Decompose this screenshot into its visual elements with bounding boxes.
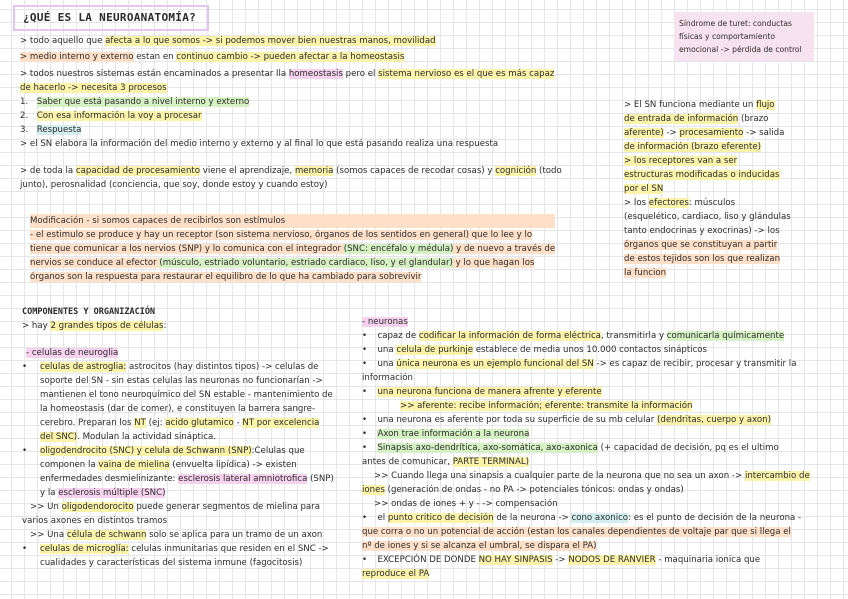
right-line: aferente) -> procesamiento -> salida [624, 128, 785, 138]
neuron-item-line: >> ondas de iones + y - -> compensación [374, 499, 558, 509]
glia-item: • oligodendrocito (SNC) y celula de Schwann (SNP):Celulas que [22, 446, 305, 456]
glia-item-line: cerebro. Preparan los NT (ej: acido glutamico - NT por excelencia [40, 418, 320, 428]
glia-item-line: mantienen el tono neuroquímico del SN estable - mantenimiento de [40, 390, 333, 400]
right-notes [624, 98, 791, 280]
mod-line: órganos son la respuesta para restaurar el equilibro de lo que ha cambiado para sobrevivir [30, 272, 422, 282]
right-line: de estos tejidos son los que realizan [624, 254, 781, 264]
right-line: > El SN funciona mediante un flujo [624, 100, 775, 110]
section-heading: COMPONENTES Y ORGANIZACIÓN [22, 307, 156, 317]
intro-section [20, 34, 562, 192]
neuron-item: • una neurona es aferente por toda su superficie de su mb celular (dendritas, cuerpo y axon) [362, 415, 771, 425]
glia-item-line: enfermedades desmielinizante: esclerosis lateral amniotrofica (SNP) [40, 474, 334, 484]
glia-item: • celulas de microglía: celulas inmunitarias que residen en el SNC -> [22, 544, 329, 554]
intro-line: > todo aquello que afecta a lo que somos -> si podemos mover bien nuestras manos, movilidad [20, 36, 436, 46]
right-line: por el SN [624, 184, 664, 194]
neuron-item: • el punto critico de decisión de la neurona -> cono axonico: es el punto de decisión de la neurona - [362, 513, 802, 523]
neuron-item-line: información [362, 373, 413, 383]
glia-item-line: >> Un oligodendorocito puede generar segmentos de mielina para [30, 502, 320, 512]
right-line: de entrada de información (brazo [624, 114, 769, 124]
neurons-heading: - neuronas [362, 317, 408, 327]
right-line: > los receptores van a ser [624, 156, 738, 166]
glia-item-line: soporte del SN - sin estas celulas las neuronas no funcionarían -> [40, 376, 323, 386]
right-line: la funcion [624, 268, 667, 278]
glia-item: • celulas de astroglia: astrocitos (hay distintos tipos) -> celulas de [22, 362, 319, 372]
side-note-line: emocional -> pérdida de control [679, 45, 802, 54]
components-section [22, 305, 334, 570]
intro-line: > de toda la capacidad de procesamiento viene el aprendizaje, memoria (somos capaces de recodar cosas) y cognición (todo [20, 166, 562, 176]
intro-line: junto), perosnalidad (conciencia, que soy, donde estoy y cuando estoy) [20, 180, 328, 190]
modification-section [30, 214, 555, 284]
neuron-item-line: reproduce el PA [362, 569, 430, 579]
neurons-section [362, 315, 810, 581]
glia-item-line: cualidades y características del sistema inmune (fagocitosis) [40, 558, 303, 568]
neuron-item-line: que corra o no un potencial de acción (estan los canales dependientes de voltaje par que si llega el [362, 527, 791, 537]
neuron-item: • EXCEPCIÓN DE DONDE NO HAY SINPASIS -> NODOS DE RANVIER - maquinaria ionica que [362, 555, 761, 565]
glia-item-line: la homeostasis (dar de comer), e constituyen la barrera sangre- [40, 404, 316, 414]
comp-line: > hay 2 grandes tipos de células: [22, 321, 167, 331]
process-item: 1. Saber que está pasando a nivel interno y externo [20, 97, 250, 107]
neuron-item-line: >> Cuando llega una sinapsis a cualquier parte de la neurona que no sea un axon -> intercambio de [374, 471, 810, 481]
glia-item-line: y la esclerosis múltiple (SNC) [40, 488, 166, 498]
page-title: ¿QUÉ ES LA NEUROANATOMÍA? [13, 5, 209, 31]
neuron-item: • una celula de purkinje establece de media unos 10.000 contactos sinápticos [362, 345, 708, 355]
mod-line: - el estimulo se produce y hay un receptor (son sistema nervioso, órganos de los sentidos en general) que lo lee y lo [30, 230, 533, 240]
glia-item-line: >> Una célula de schwann solo se aplica para un tramo de un axon [30, 530, 323, 540]
right-line: órganos que se constituyan a partir [624, 240, 778, 250]
mod-line: tiene que comunicar a los nervios (SNP) y lo comunica con el integrador (SNC: encéfalo y médula) y de nuevo a través de [30, 244, 556, 254]
neuron-item-line: antes de comunicar, PARTE TERMINAL) [362, 457, 530, 467]
neuron-item: • una neurona funciona de manera afrente y eferente [362, 387, 602, 397]
process-item: 3. Respuesta [20, 125, 82, 135]
intro-line: > el SN elabora la información del medio interno y externo y al final lo que está pasando realiza una respuesta [20, 139, 499, 149]
neuron-item: • capaz de codificar la información de forma eléctrica, transmitirla y comunicarla químicamente [362, 331, 785, 341]
neuron-item: • una única neurona es un ejemplo funcional del SN -> es capaz de recibir, procesar y transmitir la [362, 359, 797, 369]
right-line: estructuras modificadas o inducidas [624, 170, 780, 180]
neuron-item: • Axon trae información a la neurona [362, 429, 530, 439]
neuron-item-line: iones (generación de ondas - no PA -> potenciales tónicos: ondas y ondas) [362, 485, 684, 495]
side-note [674, 12, 814, 61]
neuron-item-line: >> aferente: recibe información; eferente: transmite la información [400, 401, 693, 411]
side-note-line: físicas y comportamiento [679, 32, 776, 41]
intro-line: de hacerlo -> necesita 3 procesos [20, 83, 167, 93]
right-line: de información (brazo eferente) [624, 142, 761, 152]
neuroglia-heading: - celulas de neuroglia [26, 348, 119, 358]
right-line: tanto endocrinas y exocrinas) -> los [624, 226, 780, 236]
glia-item-line: del SNC). Modulan la actividad sináptica. [40, 432, 217, 442]
glia-item-line: componen la vaina de mielina (envuelta lipídica) -> existen [40, 460, 297, 470]
side-note-line: Síndrome de turet: conductas [679, 19, 792, 28]
glia-item-line: varios axones en distintos tramos [22, 516, 168, 526]
neuron-item: • Sinapsis axo-dendrítica, axo-somática, axo-axonica (+ capacidad de decisión, pq es el ultimo [362, 443, 779, 453]
intro-line: > medio interno y externo estan en continuo cambio -> pueden afectar a la homeostasis [20, 52, 405, 62]
right-line: (esquelético, cardiaco, liso y glándulas [624, 212, 791, 222]
right-line: > los efectores: músculos [624, 198, 736, 208]
intro-line: > todos nuestros sistemas están encaminados a presentar lla homeostasis pero el sistema nervioso es el que es más capaz [20, 69, 555, 79]
mod-line: Modificación - si somos capaces de recibirlos son estímulos [30, 214, 555, 228]
neuron-item-line: nº de iones y si se alcanza el umbral, se dispara el PA) [362, 541, 597, 551]
mod-line: nervios se conduce al efector (músculo, estriado voluntario, estriado cardiaco, liso, y el glandular) y lo que hagan los [30, 258, 535, 268]
process-item: 2. Con esa información la voy a procesar [20, 111, 202, 121]
